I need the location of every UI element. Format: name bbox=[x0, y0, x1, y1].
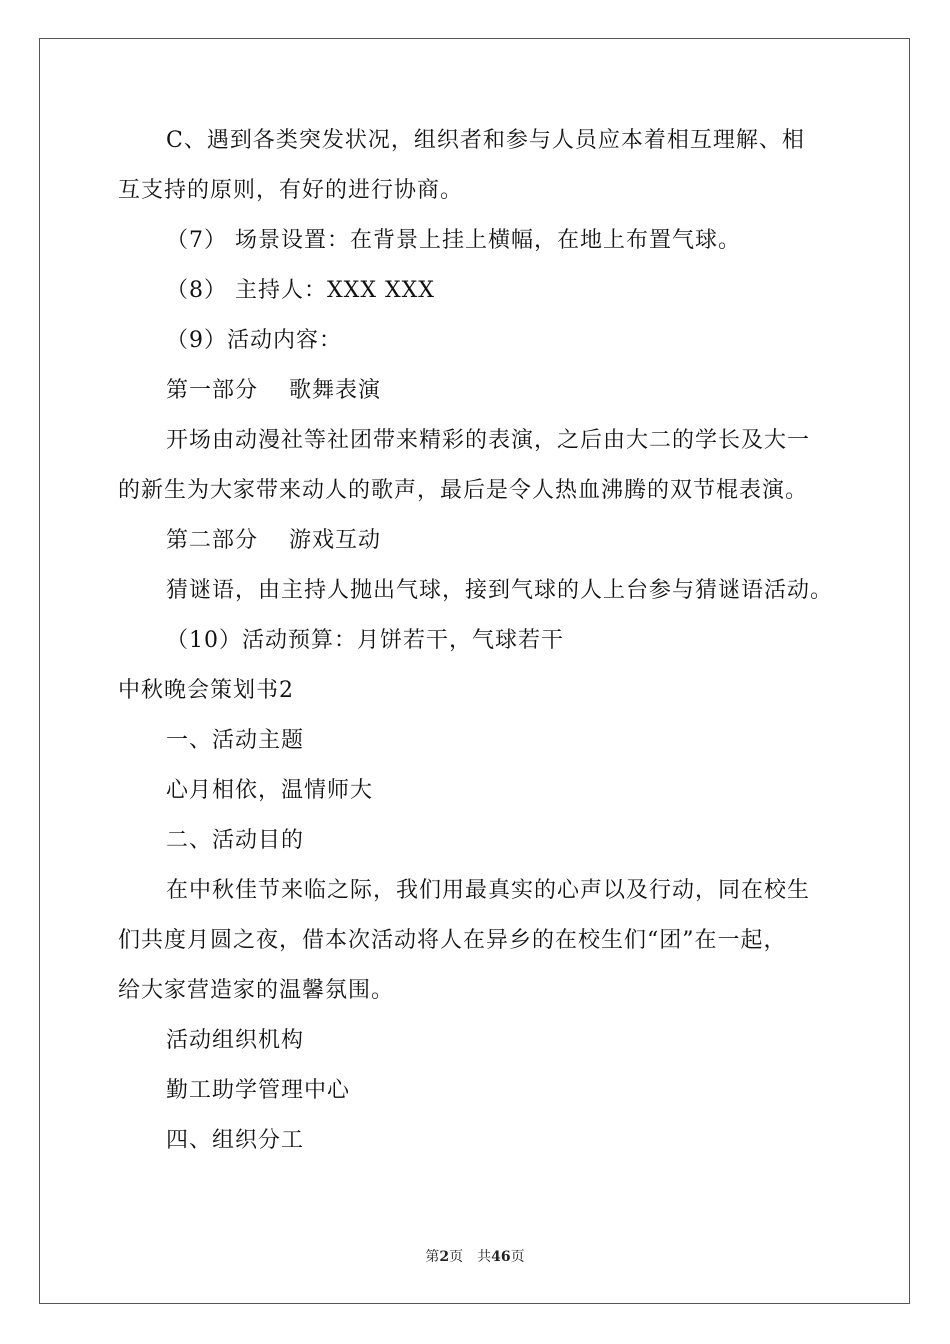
footer-middle: 页 共 bbox=[449, 1249, 492, 1265]
page-total: 46 bbox=[491, 1249, 511, 1265]
section-heading: 四、组织分工 bbox=[166, 1128, 305, 1153]
list-item: （8） 主持人：XXX XXX bbox=[166, 278, 435, 303]
paragraph-line: 给大家营造家的温馨氛围。 bbox=[118, 978, 395, 1003]
document-title: 中秋晚会策划书2 bbox=[118, 678, 294, 703]
list-item: （7） 场景设置：在背景上挂上横幅，在地上布置气球。 bbox=[166, 228, 741, 253]
paragraph-line: 们共度月圆之夜，借本次活动将人在异乡的在校生们“团”在一起， bbox=[118, 928, 787, 953]
paragraph-line: 在中秋佳节来临之际，我们用最真实的心声以及行动，同在校生 bbox=[166, 878, 811, 903]
page-footer bbox=[0, 1248, 950, 1266]
footer-suffix: 页 bbox=[510, 1249, 525, 1265]
paragraph-line: 猜谜语，由主持人抛出气球，接到气球的人上台参与猜谜语活动。 bbox=[166, 578, 834, 603]
footer-prefix: 第 bbox=[425, 1249, 440, 1265]
list-item: （10）活动预算：月饼若干，气球若干 bbox=[166, 628, 564, 653]
paragraph-line: 互支持的原则，有好的进行协商。 bbox=[118, 178, 464, 203]
paragraph-line: 勤工助学管理中心 bbox=[166, 1078, 351, 1103]
section-heading: 一、活动主题 bbox=[166, 728, 305, 753]
section-heading: 活动组织机构 bbox=[166, 1028, 305, 1053]
section-heading: 二、活动目的 bbox=[166, 828, 305, 853]
paragraph-line: 的新生为大家带来动人的歌声，最后是令人热血沸腾的双节棍表演。 bbox=[118, 478, 809, 503]
paragraph-line: C、遇到各类突发状况，组织者和参与人员应本着相互理解、相 bbox=[166, 128, 805, 153]
paragraph-line: 心月相依，温情师大 bbox=[166, 778, 374, 803]
section-heading: 第二部分 游戏互动 bbox=[166, 528, 381, 553]
paragraph-line: 开场由动漫社等社团带来精彩的表演，之后由大二的学长及大一 bbox=[166, 428, 811, 453]
section-heading: 第一部分 歌舞表演 bbox=[166, 378, 381, 403]
list-item: （9）活动内容： bbox=[166, 328, 342, 353]
page-number: 2 bbox=[439, 1249, 450, 1265]
